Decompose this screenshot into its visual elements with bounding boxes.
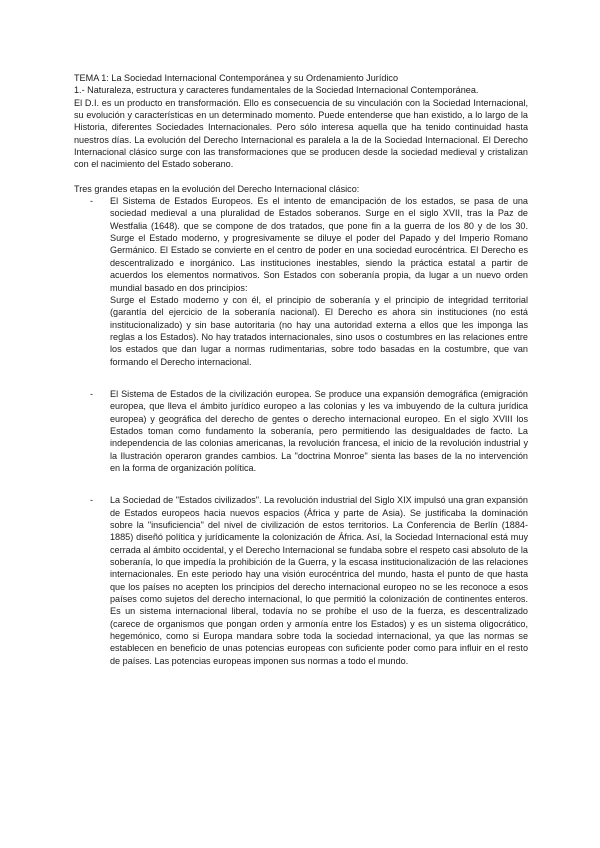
intro-paragraph: El D.I. es un producto en transformación. Ello es consecuencia de su vinculación con la Sociedad Internacional, su evolución y características en un determinado momento. Puede entenderse que han existido, a lo largo de la Historia, diferentes Sociedades Internacionales. Pero sólo interesa aquella que ha tenido continuidad hasta nuestros días. La evolución del Derecho Internacional es paralela a la de la Sociedad Internacional. El Derecho Internacional clásico surge con las transformaciones que se producen desde la sociedad medieval y cristalizan con el nacimiento del Estado soberano. — [74, 97, 528, 170]
stage-3-paragraph-1: La Sociedad de "Estados civilizados". La revolución industrial del Siglo XIX impulsó una gran expansión de Estados europeos hacia nuevos espacios (África y parte de Asia). Se justificaba la dominación sobre la "insuficiencia" del nivel de civilización de estos territorios. La Conferencia de Berlín (1884-1885) diseñó política y jurídicamente la colonización de África. Así, la Sociedad Internacional está muy cerrada al ámbito occidental, y el Derecho Internacional se fundaba sobre el respeto casi absoluto de la soberanía, lo que impedía la prohibición de la Guerra, y la escasa institucionalización de las relaciones internacionales. En este periodo hay una visión eurocéntrica del mundo, hasta el punto de que hasta que los países no acepten los principios del derecho internacional europeo no se les reconoce a esos países como sujetos del derecho internacional, lo que permitió la colonización de continentes enteros. Es un sistema internacional liberal, todavía no se prohíbe el uso de la fuerza, es descentralizado (carece de organismos que pongan orden y armonía entre los Estados) y es un sistema oligocrático, hegemónico, como si Europa mandara sobre toda la sociedad internacional, ya que las normas se establecen en beneficio de unas potencias europeas con suficiente poder como para influir en el resto de países. Las potencias europeas imponen sus normas a todo el mundo. — [110, 495, 528, 666]
stage-item-3 — [74, 494, 528, 667]
stage-item-1 — [74, 195, 528, 368]
stages-intro: Tres grandes etapas en la evolución del Derecho Internacional clásico: — [74, 183, 360, 194]
stage-1-paragraph-2: Surge el Estado moderno y con él, el principio de soberanía y el principio de integridad territorial (garantía del ejercicio de la soberanía nacional). El Derecho es ahora sin instituciones (no está institucionalizado) y sin base autoritaria (no hay una autoridad externa a ellos que les imponga las reglas a los Estados). No hay tratados internacionales, sino usos o costumbres en las relaciones entre los estados que dan lugar a normas rudimentarias, sobre todo basadas en la costumbre, que van formando el Derecho internacional. — [110, 294, 528, 367]
stage-item-2 — [74, 388, 528, 474]
page-title: TEMA 1: La Sociedad Internacional Contemporánea y su Ordenamiento Jurídico — [74, 73, 399, 83]
stage-1-paragraph-1: El Sistema de Estados Europeos. Es el intento de emancipación de los estados, se pasa de una sociedad medieval a una pluralidad de Estados soberanos. Surge en el siglo XVII, tras la Paz de Westfalia (1648). que se compone de dos tratados, que pone fin a la guerra de los 80 y de los 30. Surge el Estado moderno, y progresivamente se diluye el poder del Papado y del Imperio Romano Germánico. El Estado se convierte en el centro de poder en una sociedad eurocéntrica. El Derecho es descentralizado e inorgánico. Las instituciones inestables, siendo la práctica estatal a partir de acuerdos los elementos normativos. Son Estados con soberanía propia, da lugar a un nuevo orden mundial basado en dos principios: — [110, 196, 528, 293]
stage-2-paragraph-1: El Sistema de Estados de la civilización europea. Se produce una expansión demográfica (emigración europea, que lleva el ámbito jurídico europeo a las colonias y les va imbuyendo de la cultura jurídica europea) y geográfica del derecho de gentes o derecho internacional europeo. En el siglo XVIII los Estados toman como fundamento la soberanía, pero permitiendo las desigualdades de facto. La independencia de las colonias americanas, la revolución francesa, el inicio de la revolución industrial y la Ilustración operaron grandes cambios. La "doctrina Monroe" sienta las bases de la no intervención en la forma de organización política. — [110, 388, 528, 473]
bullet-dash: - — [90, 196, 94, 207]
document-body — [74, 72, 528, 677]
bullet-dash: - — [90, 388, 94, 399]
section-heading: 1.- Naturaleza, estructura y caracteres fundamentales de la Sociedad Internacional Contemporánea. — [74, 85, 479, 96]
bullet-dash: - — [90, 495, 94, 506]
